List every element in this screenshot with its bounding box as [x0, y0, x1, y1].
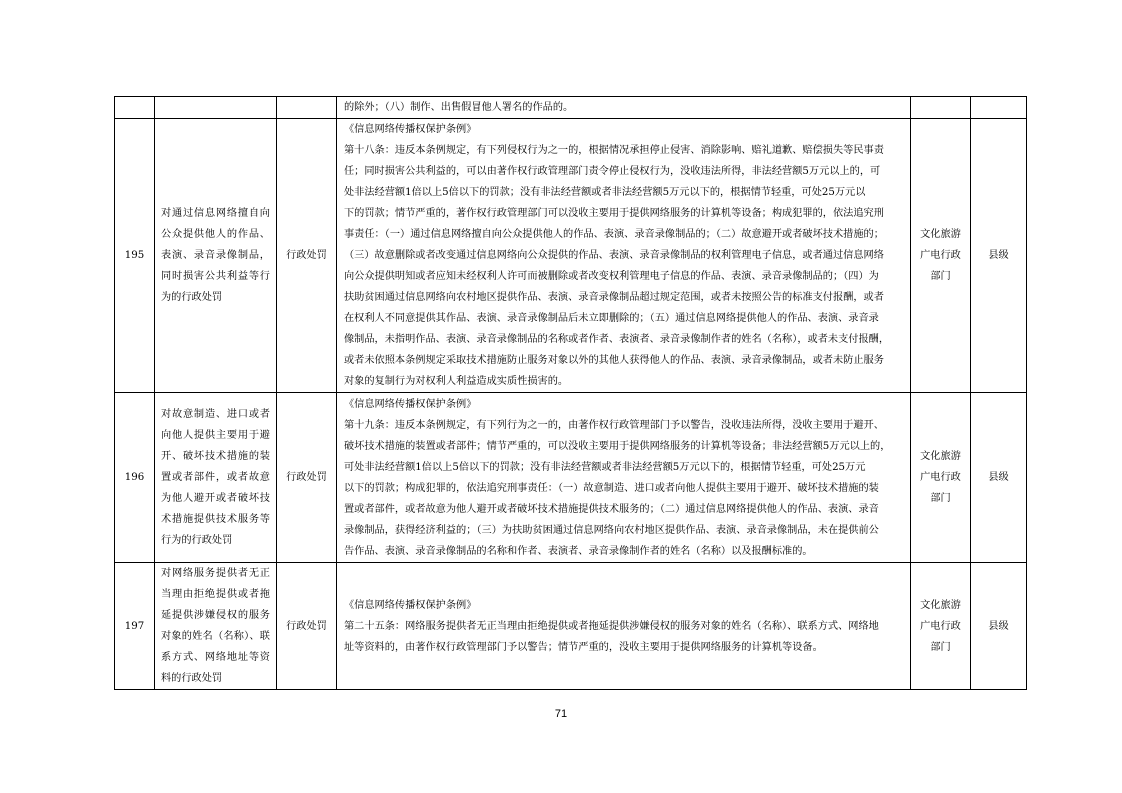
- legal-basis-line: 第二十五条：网络服务提供者无正当理由拒绝提供或者拖延提供涉嫌侵权的服务对象的姓名（名称）、联系方式、网络地: [344, 620, 879, 632]
- item-number: 195: [115, 119, 155, 393]
- legal-basis-cell: [337, 97, 911, 119]
- item-category: 行政处罚: [277, 119, 337, 393]
- item-category: 行政处罚: [277, 563, 337, 690]
- table-row: [115, 563, 1027, 690]
- legal-basis-line: 《信息网络传播权保护条例》: [344, 124, 477, 135]
- cell-empty: [115, 97, 155, 119]
- item-category: 行政处罚: [277, 393, 337, 563]
- item-number: 197: [115, 563, 155, 690]
- legal-basis-line: 下的罚款；情节严重的，著作权行政管理部门可以没收主要用于提供网络服务的计算机等设备；构成犯罪的，依法追究刑: [344, 208, 884, 219]
- page-number: 71: [554, 708, 568, 720]
- administrative-level: 县级: [971, 393, 1027, 563]
- legal-basis-line: 第十八条：违反本条例规定，有下列侵权行为之一的，根据情况承担停止侵害、消除影响、赔礼道歉、赔偿损失等民事责: [344, 145, 884, 156]
- legal-basis-line: 任；同时损害公共利益的，可以由著作权行政管理部门责令停止侵权行为，没收违法所得，非法经营额5万元以上的，可: [344, 166, 881, 177]
- legal-basis-line: 对象的复制行为对权利人利益造成实质性损害的。: [344, 376, 569, 387]
- legal-basis-line: 破坏技术措施的装置或者部件；情节严重的，可以没收主要用于提供网络服务的计算机等设备；非法经营额5万元以上的，: [344, 440, 891, 452]
- cell-empty: [277, 97, 337, 119]
- legal-basis-line: 址等资料的，由著作权行政管理部门予以警告；情节严重的，没收主要用于提供网络服务的计算机等设备。: [344, 641, 823, 653]
- legal-basis-cell: [337, 393, 911, 563]
- legal-basis-line: 以下的罚款；构成犯罪的，依法追究刑事责任：（一）故意制造、进口或者向他人提供主要用于避开、破坏技术措施的装: [344, 482, 879, 494]
- legal-basis-line: 可处非法经营额1倍以上5倍以下的罚款；没有非法经营额或者非法经营额5万元以下的，根据情节轻重，可处25万元: [344, 461, 866, 473]
- administrative-level: 县级: [971, 563, 1027, 690]
- legal-basis-line: 或者未依照本条例规定采取技术措施防止服务对象以外的其他人获得他人的作品、表演、录音录像制品，或者未防止服务: [344, 355, 884, 366]
- cell-empty: [911, 97, 971, 119]
- legal-basis-line: 事责任：（一）通过信息网络擅自向公众提供他人的作品、表演、录音录像制品的；（二）故意避开或者破坏技术措施的；: [344, 229, 884, 240]
- responsible-department: 文化旅游广电行政部门: [911, 393, 971, 563]
- administrative-level: 县级: [971, 119, 1027, 393]
- legal-basis-line: 向公众提供明知或者应知未经权利人许可而被删除或者改变权利管理电子信息的作品、表演、录音录像制品的；（四）为: [344, 271, 879, 282]
- item-name: 对故意制造、进口或者向他人提供主要用于避开、破坏技术措施的装置或者部件，或者故意为他人避开或者破坏技术措施提供技术服务等行为的行政处罚: [155, 393, 277, 563]
- responsible-department: 文化旅游广电行政部门: [911, 563, 971, 690]
- table-row: [115, 393, 1027, 563]
- legal-basis-line: 第十九条：违反本条例规定，有下列行为之一的，由著作权行政管理部门予以警告，没收违法所得，没收主要用于避开、: [344, 419, 884, 431]
- legal-basis-line: 《信息网络传播权保护条例》: [344, 398, 477, 410]
- table-row: [115, 119, 1027, 393]
- legal-basis-line: 扶助贫困通过信息网络向农村地区提供作品、表演、录音录像制品超过规定范围，或者未按照公告的标准支付报酬，或者: [344, 292, 884, 303]
- legal-basis-line: 的除外；（八）制作、出售假冒他人署名的作品的。: [344, 102, 574, 113]
- legal-basis-cell: [337, 119, 911, 393]
- responsible-department: 文化旅游广电行政部门: [911, 119, 971, 393]
- legal-basis-line: 在权利人不同意提供其作品、表演、录音录像制品后未立即删除的；（五）通过信息网络提供他人的作品、表演、录音录: [344, 313, 879, 324]
- legal-basis-line: 告作品、表演、录音录像制品的名称和作者、表演者、录音录像制作者的姓名（名称）以及报酬标准的。: [344, 545, 813, 557]
- item-number: 196: [115, 393, 155, 563]
- legal-basis-cell: [337, 563, 911, 690]
- item-name: 对网络服务提供者无正当理由拒绝提供或者拖延提供涉嫌侵权的服务对象的姓名（名称）、联系方式、网络地址等资料的行政处罚: [155, 563, 277, 690]
- power-list-table: [114, 96, 1027, 690]
- legal-basis-line: 像制品，未指明作品、表演、录音录像制品的名称或者作者、表演者、录音录像制作者的姓名（名称），或者未支付报酬，: [344, 334, 890, 345]
- item-name: 对通过信息网络擅自向公众提供他人的作品、表演、录音录像制品，同时损害公共利益等行为的行政处罚: [155, 119, 277, 393]
- legal-basis-line: 置或者部件，或者故意为他人避开或者破坏技术措施提供技术服务的；（二）通过信息网络提供他人的作品、表演、录音: [344, 503, 879, 515]
- legal-basis-line: （三）故意删除或者改变通过信息网络向公众提供的作品、表演、录音录像制品的权利管理电子信息，或者通过信息网络: [344, 250, 884, 261]
- legal-basis-line: 录像制品，获得经济利益的；（三）为扶助贫困通过信息网络向农村地区提供作品、表演、录音录像制品，未在提供前公: [344, 524, 879, 536]
- cell-empty: [155, 97, 277, 119]
- table-row-continued: [115, 97, 1027, 119]
- legal-basis-line: 处非法经营额1倍以上5倍以下的罚款；没有非法经营额或者非法经营额5万元以下的，根据情节轻重，可处25万元以: [344, 187, 866, 198]
- legal-basis-line: 《信息网络传播权保护条例》: [344, 599, 477, 611]
- cell-empty: [971, 97, 1027, 119]
